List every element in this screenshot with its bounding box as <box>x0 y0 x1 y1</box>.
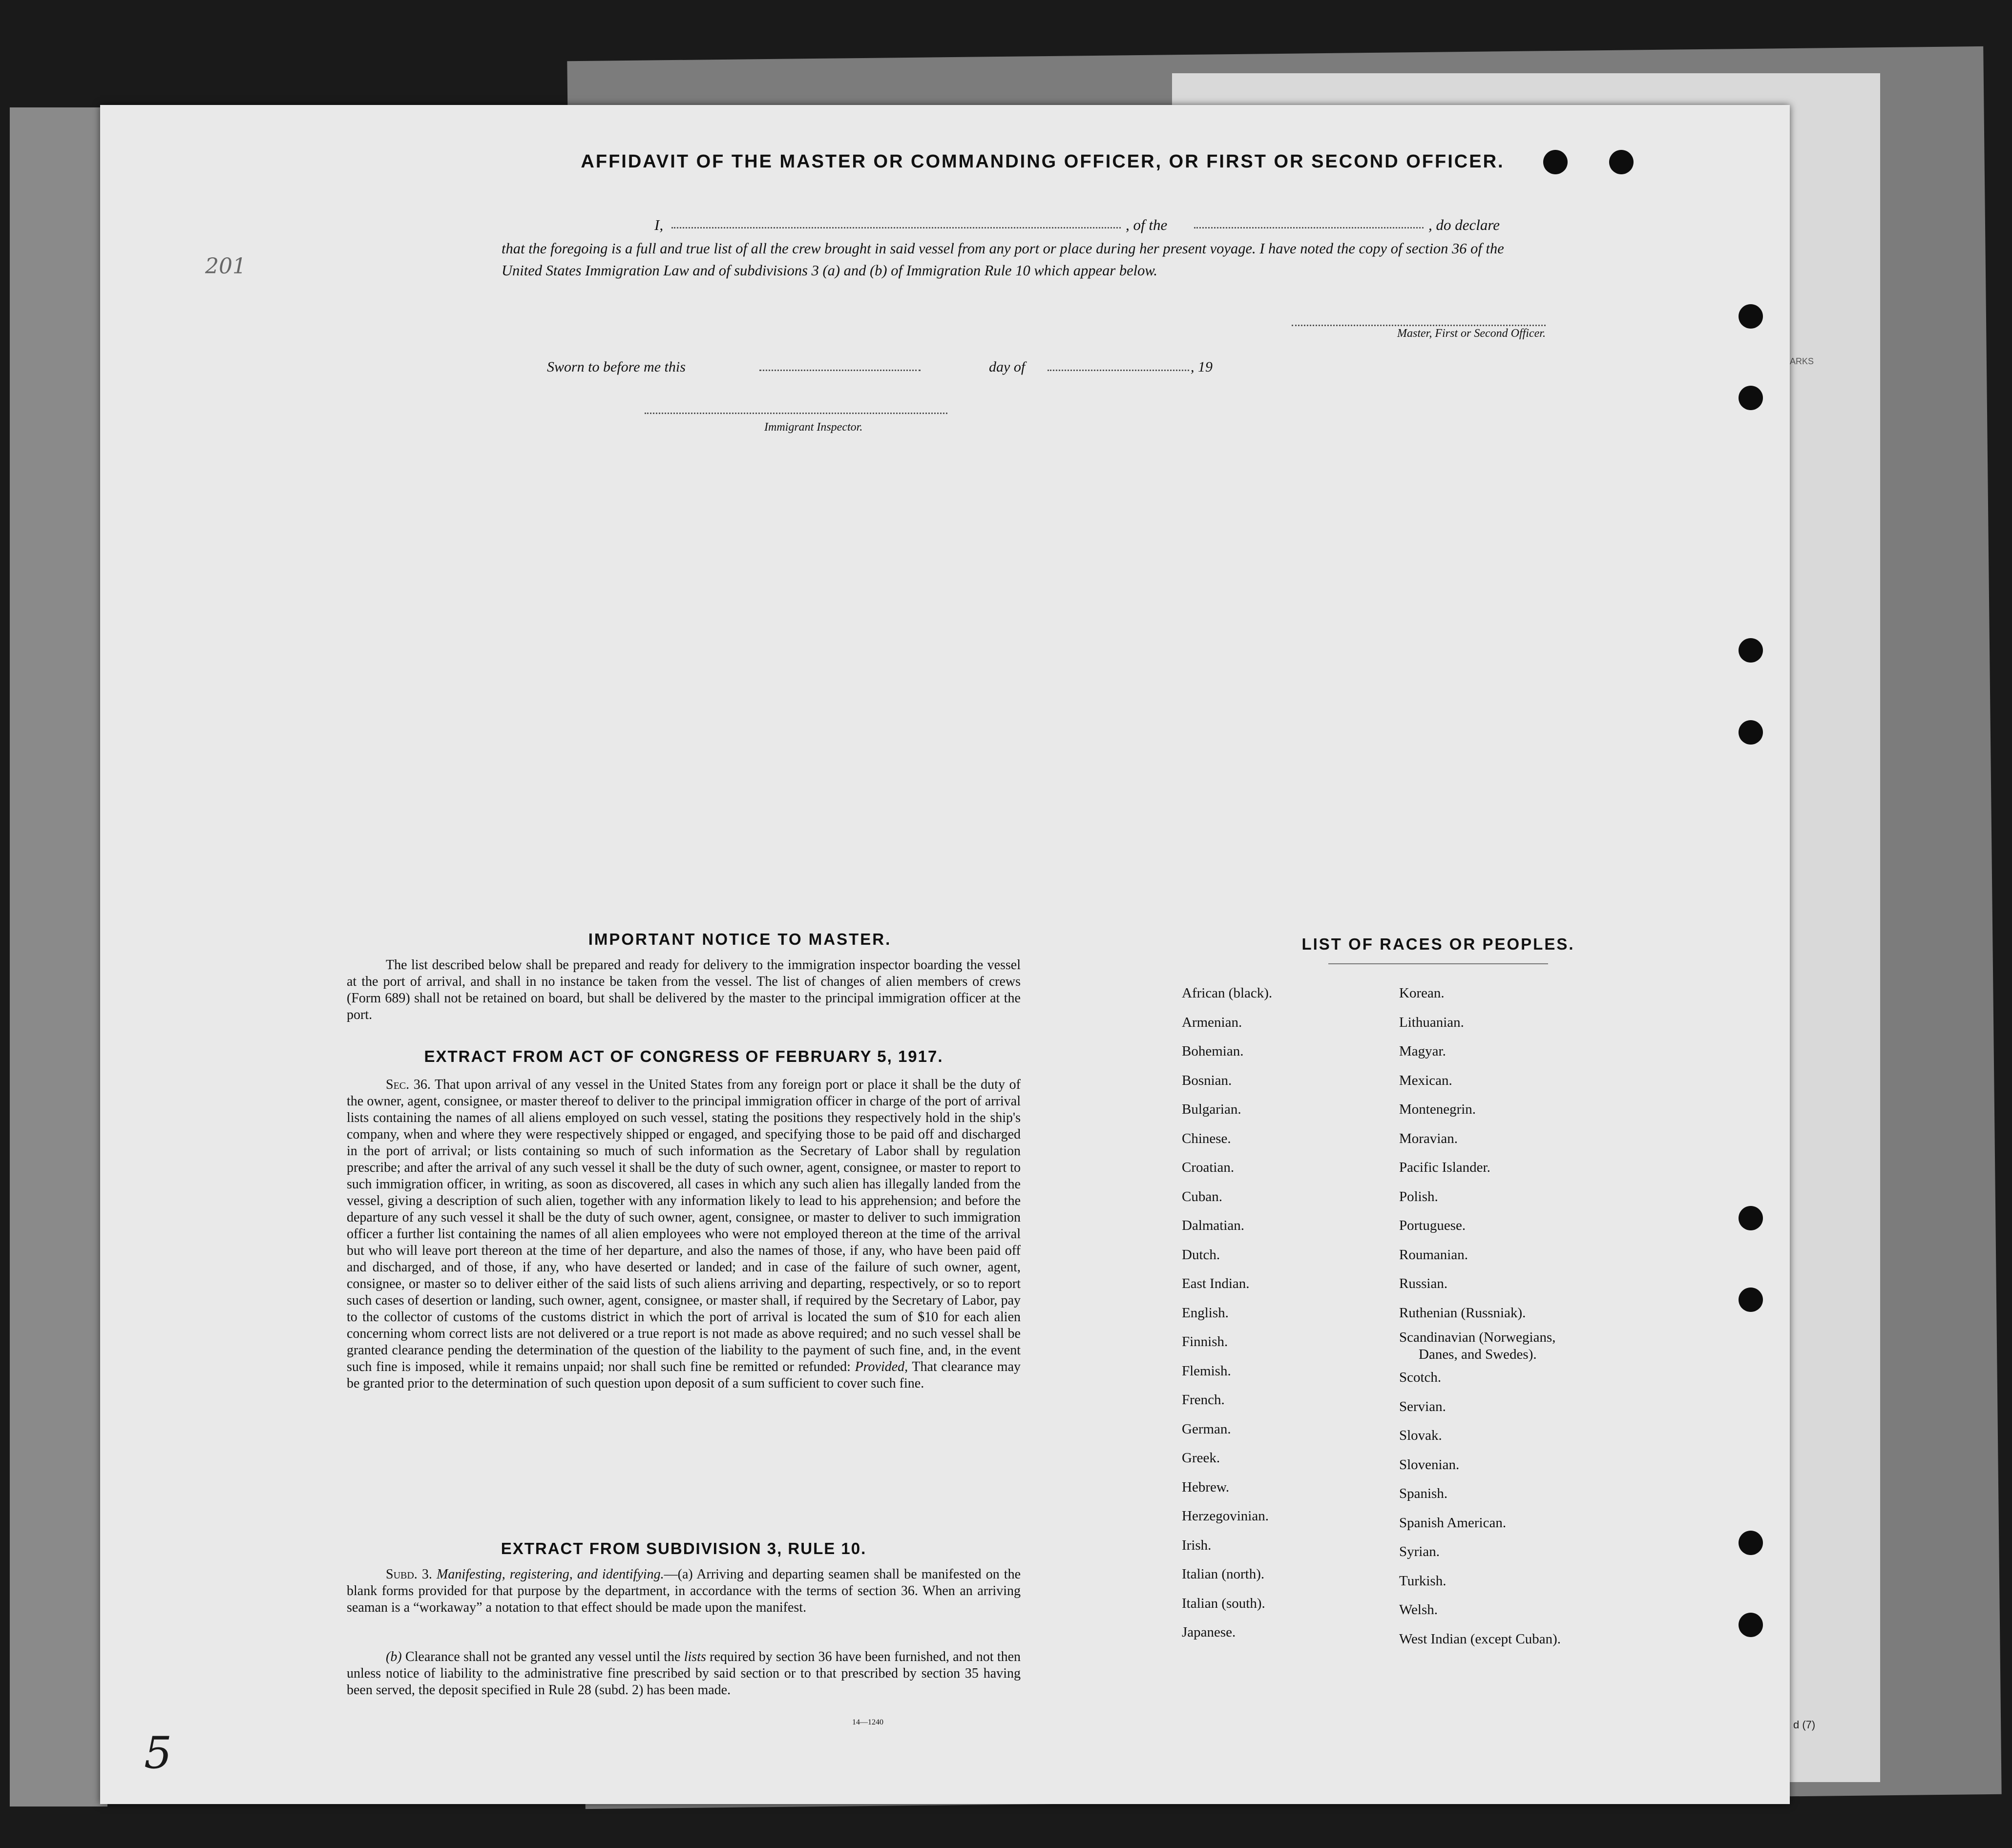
race-item: Spanish American. <box>1399 1515 1507 1531</box>
race-item: English. <box>1182 1305 1229 1321</box>
race-item: Armenian. <box>1182 1014 1242 1030</box>
declarant-name-field[interactable] <box>671 227 1121 228</box>
race-item: Flemish. <box>1182 1363 1231 1379</box>
clause-a-text: Arriving and departing seamen shall be manifested on the blank forms provided for that purpose by the department, in accordance with the terms of section 36. When an arriving seaman is a “workaway” a notation to that effect should be made upon the manifest. <box>347 1567 1021 1615</box>
punch-hole <box>1739 1531 1763 1555</box>
race-item: Dalmatian. <box>1182 1218 1245 1233</box>
race-item: Portuguese. <box>1399 1218 1466 1233</box>
punch-hole <box>1609 150 1634 174</box>
sworn-label: Sworn to before me this <box>547 359 686 375</box>
races-column-1 <box>1182 979 1272 1647</box>
sworn-month-field[interactable] <box>1048 370 1189 371</box>
section-text-end: That clearance may be granted prior to the determination of such question upon deposit of a sum sufficient to cover such fine. <box>347 1359 1021 1391</box>
clause-a-label: —(a) <box>664 1567 693 1582</box>
affidavit-page <box>100 105 1790 1804</box>
section-text: That upon arrival of any vessel in the United States from any foreign port or place it shall be the duty of the owner, agent, consignee, or master thereof to deliver to the principal immigration officer in charge of the port of arrival lists containing the names of all aliens employed on such vessel, stating the positions they respectively hold in the ship's company, when and where they were respectively shipped or engaged, and specifying those to be paid off and discharged in the port of arrival; or lists containing so much of such information as the Secretary of Labor shall by regulation prescribe; and after the arrival of any such vessel it shall be the duty of such owner, agent, consignee, or master to report to such immigration officer, in writing, as soon as discovered, all cases in which any such alien has illegally landed from the vessel, giving a description of such alien, together with any information likely to lead to his apprehension; and before the departure of any such vessel it shall be the duty of such owner, agent, consignee, or master to deliver to such immigration officer a further list containing the names of all alien employees who were not employed thereon at the time of the arrival but who will leave port thereon at the time of her departure, and also the names of those, if any, who have been paid off and discharged, and of those, if any, who have deserted or landed; and in case of the failure of such owner, agent, consignee, or master so to deliver either of the said lists of such aliens arriving and departing, respectively, or so to report such cases of desertion or landing, such owner, agent, consignee, or master shall, if required by the Secretary of Labor, pay to the collector of customs of the customs district in which the port of arrival is located the sum of $10 for each alien concerning whom correct lists are not delivered or a true report is not made as above required; and no such vessel shall be granted clearance pending the determination of the question of the liability to the payment of such fine, and, in the event such fine is imposed, while it remains unpaid; nor shall such fine be remitted or refunded: <box>347 1077 1021 1374</box>
race-item: Japanese. <box>1182 1624 1236 1640</box>
race-item: Bulgarian. <box>1182 1101 1241 1117</box>
race-item: African (black). <box>1182 985 1273 1001</box>
race-item: Bohemian. <box>1182 1043 1244 1059</box>
provided-label: Provided, <box>855 1359 908 1374</box>
form-number: 14—1240 <box>852 1718 883 1726</box>
race-item: Cuban. <box>1182 1188 1222 1204</box>
race-item: Scandinavian (Norwegians, <box>1399 1329 1556 1345</box>
race-item: Danes, and Swedes). <box>1419 1347 1537 1362</box>
race-item: Herzegovinian. <box>1182 1508 1269 1524</box>
races-title: LIST OF RACES OR PEOPLES. <box>1301 935 1575 953</box>
race-item: Servian. <box>1399 1398 1446 1414</box>
rule-extract-title: EXTRACT FROM SUBDIVISION 3, RULE 10. <box>501 1539 867 1557</box>
race-item: German. <box>1182 1421 1231 1437</box>
race-item: Russian. <box>1399 1276 1448 1291</box>
vessel-name-field[interactable] <box>1194 227 1424 228</box>
race-item: Welsh. <box>1399 1602 1438 1618</box>
declarant-label: I, <box>654 216 664 233</box>
punch-hole <box>1739 720 1763 745</box>
clause-b-text-1: Clearance shall not be granted any vessel until the <box>405 1649 681 1664</box>
race-item: Italian (north). <box>1182 1566 1265 1582</box>
race-item: Bosnian. <box>1182 1072 1232 1088</box>
punch-hole <box>1739 1206 1763 1230</box>
of-the-label: , of the <box>1126 216 1168 233</box>
clause-b-label: (b) <box>386 1649 402 1664</box>
edge-text-d7: d (7) <box>1793 1719 1816 1731</box>
handwritten-page-number: 201 <box>205 254 246 279</box>
clause-b-text-2: required by section 36 have been furnished, and not then unless notice of liability to the administrative fine prescribed by said section or to that prescribed by section 35 having been served, the deposit specified in Rule 28 (subd. 2) has been made. <box>347 1649 1021 1698</box>
punch-hole <box>1739 386 1763 410</box>
race-item: Irish. <box>1182 1537 1212 1553</box>
race-item: Turkish. <box>1399 1573 1446 1589</box>
race-item: Slovenian. <box>1399 1456 1460 1473</box>
declaration-body: that the foregoing is a full and true list of all the crew brought in said vessel from any port or place during her present voyage. I have noted the copy of section 36 of the United States Immigration Law and of subdivisions 3 (a) and (b) of Immigration Rule 10 which appear below. <box>502 240 1504 279</box>
race-item: East Indian. <box>1182 1276 1250 1291</box>
race-item: Slovak. <box>1399 1428 1442 1443</box>
edge-text-arks: ARKS <box>1790 356 1814 366</box>
inspector-caption: Immigrant Inspector. <box>764 421 863 434</box>
race-item: Ruthenian (Russniak). <box>1399 1305 1526 1321</box>
race-item: Syrian. <box>1399 1544 1440 1559</box>
race-item: Polish. <box>1399 1188 1438 1204</box>
notice-body: The list described below shall be prepared and ready for delivery to the immigration inspector boarding the vessel at the port of arrival, and shall in no instance be taken from the vessel. The list of changes of alien members of crews (Form 689) shall not be retained on board, but shall be delivered by the master to the principal immigration officer at the port. <box>347 957 1021 1022</box>
race-item: Lithuanian. <box>1399 1014 1464 1030</box>
race-item: Hebrew. <box>1182 1479 1230 1495</box>
race-item: Pacific Islander. <box>1399 1160 1490 1175</box>
inspector-signature-field[interactable] <box>645 413 947 414</box>
signature-field[interactable] <box>1292 325 1546 326</box>
race-item: Moravian. <box>1399 1130 1458 1146</box>
race-item: Greek. <box>1182 1450 1220 1466</box>
races-title-rule <box>1328 963 1548 964</box>
subdivision-heading: Manifesting, registering, and identifying. <box>437 1567 664 1582</box>
punch-hole <box>1739 1613 1763 1637</box>
day-of-label: day of <box>989 359 1026 375</box>
subdivision-label: Subd. 3. <box>386 1567 432 1582</box>
race-item: French. <box>1182 1392 1225 1408</box>
race-item: Montenegrin. <box>1399 1101 1476 1117</box>
sworn-day-field[interactable] <box>759 370 921 371</box>
punch-hole <box>1739 304 1763 329</box>
race-item: Italian (south). <box>1182 1595 1265 1611</box>
affidavit-title: AFFIDAVIT OF THE MASTER OR COMMANDING OFFICER, OR FIRST OR SECOND OFFICER. <box>581 151 1505 172</box>
rule-extract-b <box>347 1649 1021 1699</box>
race-item: Korean. <box>1399 985 1445 1001</box>
punch-hole <box>1739 638 1763 663</box>
race-item: Roumanian. <box>1399 1246 1468 1263</box>
race-item: Dutch. <box>1182 1246 1220 1263</box>
sworn-line <box>547 359 1231 378</box>
race-item: Magyar. <box>1399 1043 1446 1059</box>
race-item: West Indian (except Cuban). <box>1399 1631 1561 1647</box>
rule-extract-a <box>347 1566 1021 1616</box>
section-label: Sec. 36. <box>386 1077 431 1092</box>
race-item: Mexican. <box>1399 1072 1452 1088</box>
notice-title: IMPORTANT NOTICE TO MASTER. <box>588 930 892 948</box>
year-label: , 19 <box>1191 359 1213 375</box>
binder-strip <box>10 107 107 1806</box>
act-extract-title: EXTRACT FROM ACT OF CONGRESS OF FEBRUARY 5, 1917. <box>424 1047 943 1065</box>
race-item: Chinese. <box>1182 1130 1231 1146</box>
clause-b-lists: lists <box>684 1649 706 1664</box>
race-item: Spanish. <box>1399 1486 1448 1501</box>
race-item: Croatian. <box>1182 1160 1235 1175</box>
punch-hole <box>1739 1287 1763 1312</box>
race-item: Scotch. <box>1399 1370 1442 1385</box>
races-column-2 <box>1399 979 1561 1654</box>
act-extract-body <box>347 1077 1021 1392</box>
signature-caption: Master, First or Second Officer. <box>1397 327 1546 340</box>
do-declare-label: , do declare <box>1428 216 1500 233</box>
handwritten-corner-mark: 5 <box>144 1727 172 1779</box>
race-item: Finnish. <box>1182 1334 1228 1350</box>
